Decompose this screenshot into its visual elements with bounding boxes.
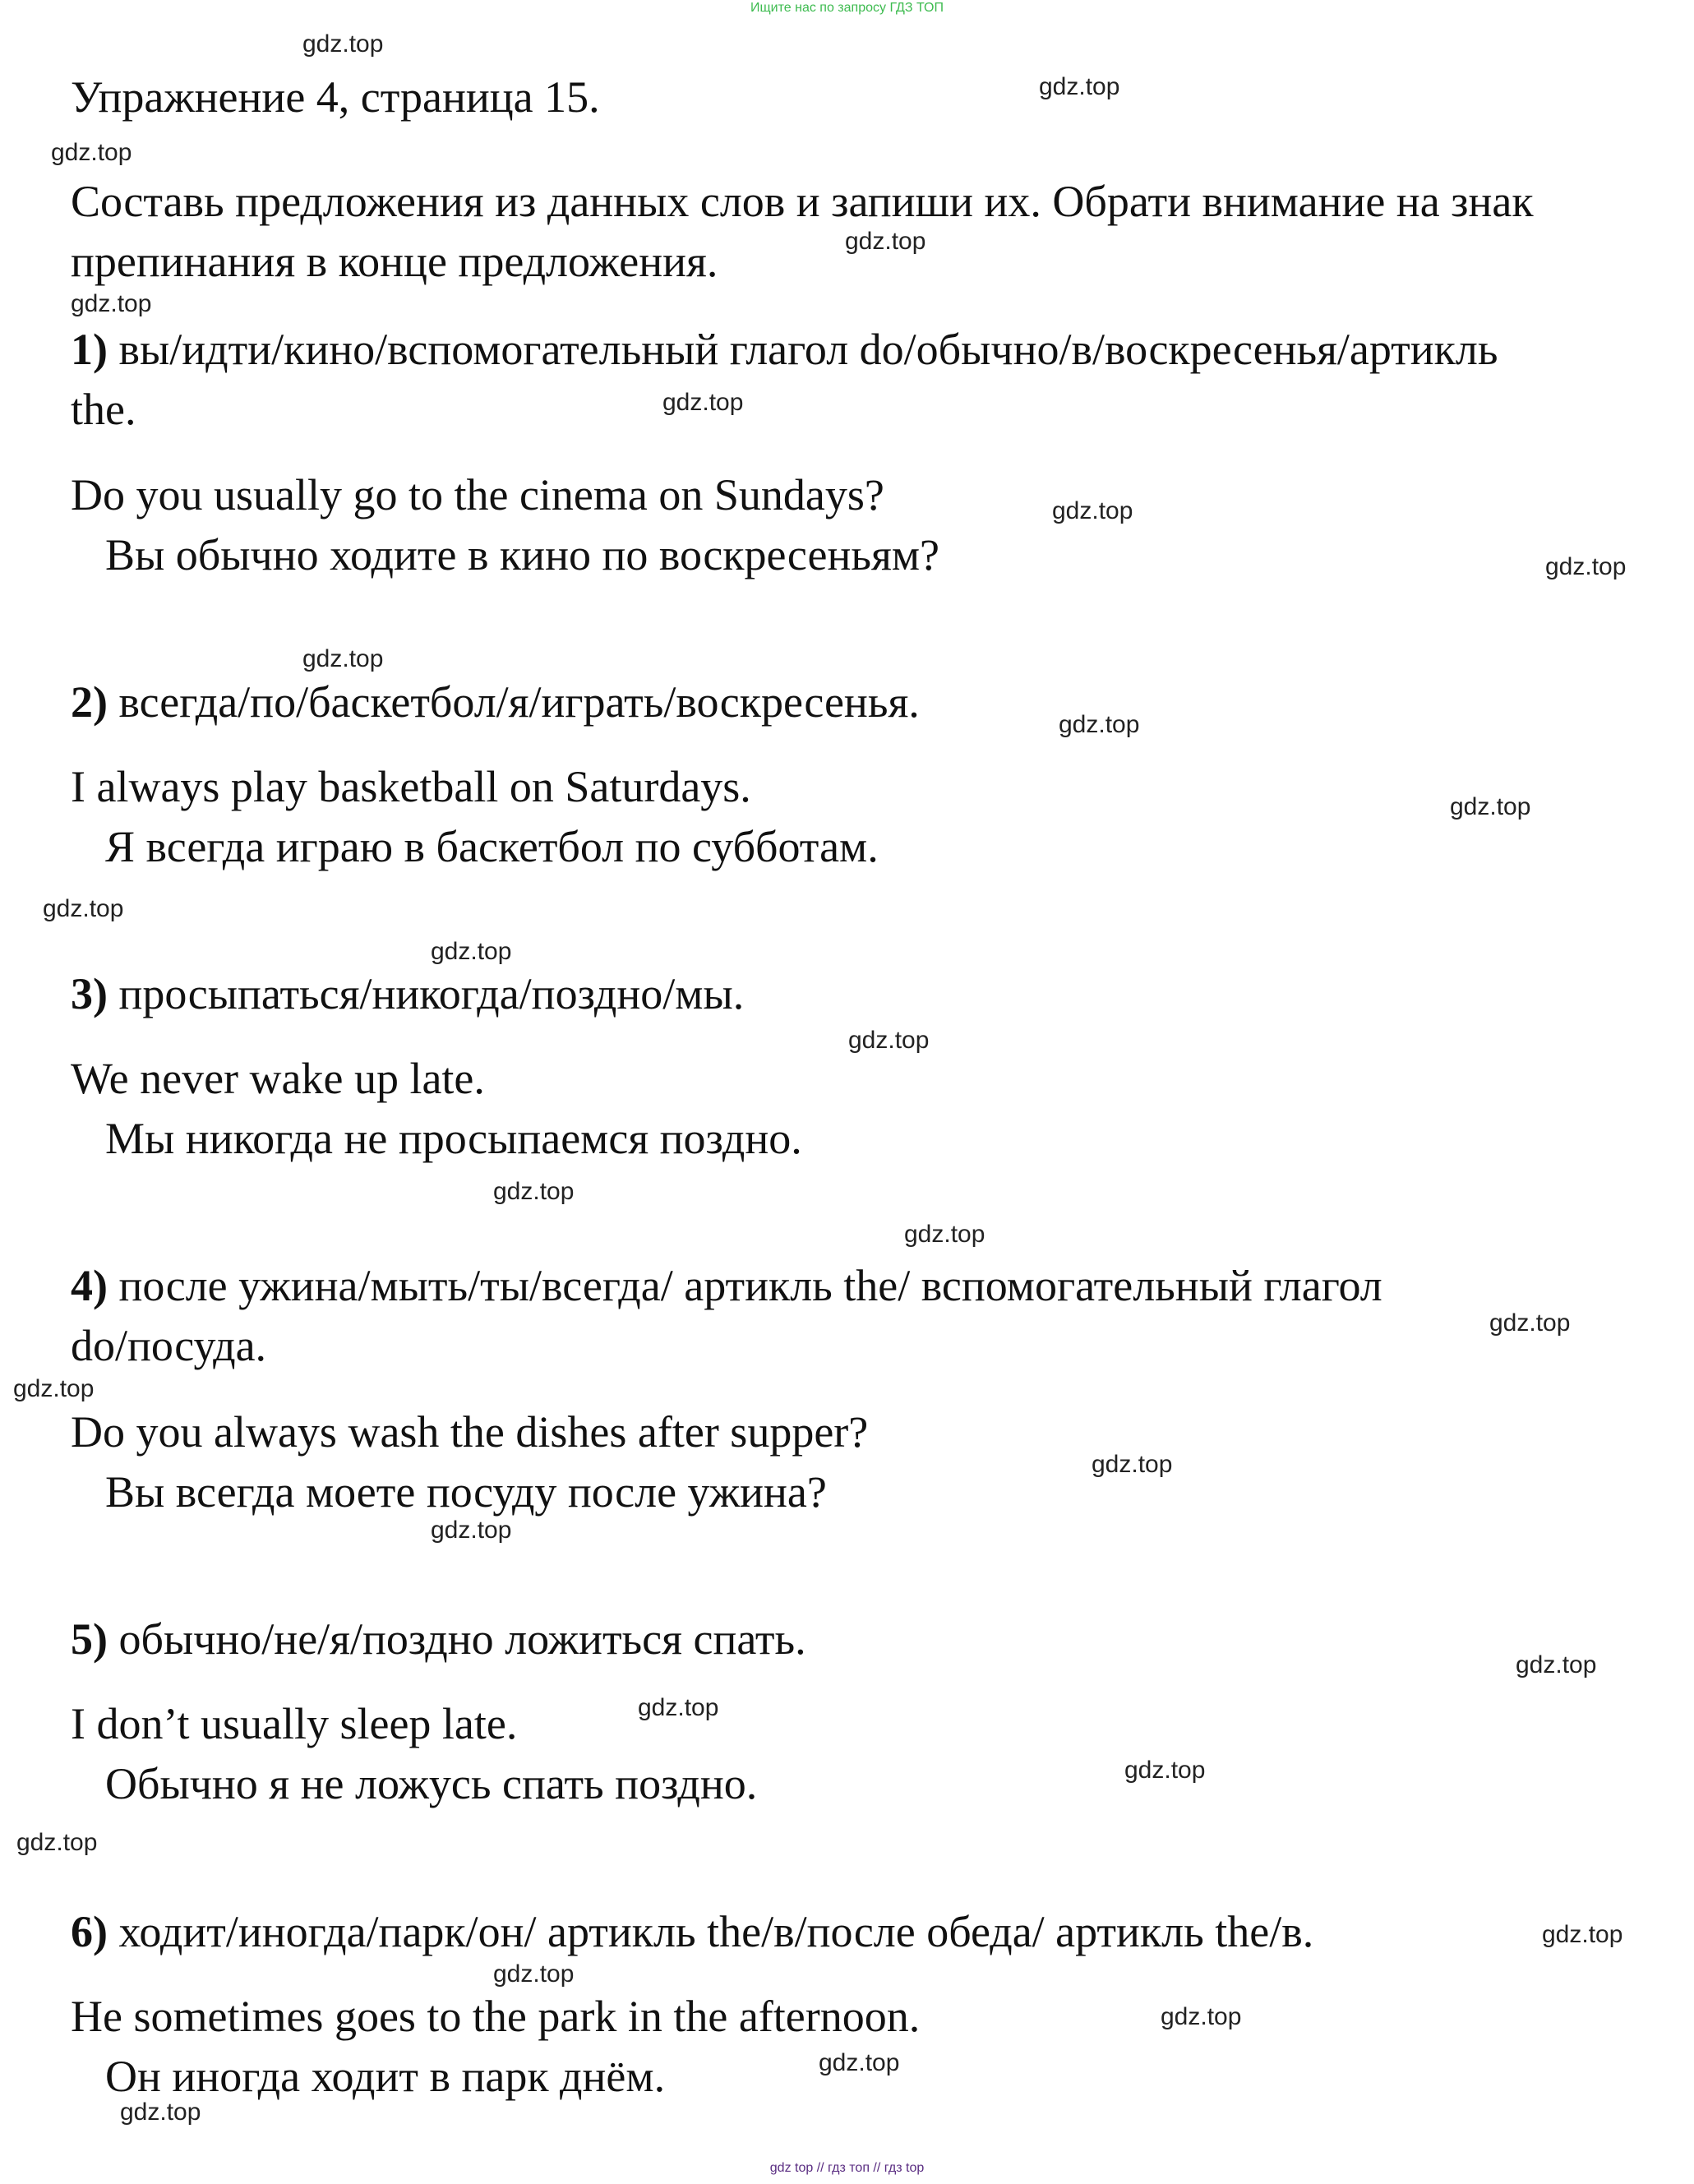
item-4-prompt	[71, 1259, 1382, 1312]
watermark: gdz.top	[431, 1517, 512, 1544]
watermark: gdz.top	[302, 30, 384, 58]
page-title: Упражнение 4, страница 15.	[71, 72, 600, 122]
item-1-prompt	[71, 323, 1498, 376]
item-3-prompt-text: просыпаться/никогда/поздно/мы.	[107, 969, 745, 1018]
item-1-number: 1)	[71, 325, 108, 374]
item-2-prompt	[71, 676, 920, 728]
item-5-russian: Обычно я не ложусь спать поздно.	[105, 1759, 758, 1808]
item-4-prompt-text: после ужина/мыть/ты/всегда/ артикль the/ вспомогательный глагол	[107, 1261, 1382, 1310]
item-3-prompt	[71, 967, 744, 1020]
item-4-russian: Вы всегда моете посуду после ужина?	[105, 1467, 827, 1517]
item-1-prompt-continued: the.	[71, 385, 136, 434]
item-3-english: We never wake up late.	[71, 1054, 485, 1103]
watermark: gdz.top	[1516, 1651, 1597, 1678]
item-1-prompt-text: вы/идти/кино/вспомогательный глагол do/обычно/в/воскресенья/артикль	[107, 325, 1498, 374]
watermark: gdz.top	[302, 645, 384, 672]
watermark: gdz.top	[1545, 553, 1627, 580]
watermark: gdz.top	[1450, 793, 1531, 820]
top-banner: Ищите нас по запросу ГДЗ ТОП	[750, 1, 944, 15]
watermark: gdz.top	[51, 139, 132, 166]
item-4-prompt-continued: do/посуда.	[71, 1321, 267, 1370]
watermark: gdz.top	[848, 1027, 930, 1054]
watermark: gdz.top	[1052, 497, 1133, 524]
watermark: gdz.top	[1489, 1309, 1571, 1337]
watermark: gdz.top	[819, 2049, 900, 2076]
item-6-prompt	[71, 1905, 1313, 1958]
item-3-number: 3)	[71, 969, 108, 1018]
item-6-english: He sometimes goes to the park in the afternoon.	[71, 1992, 921, 2041]
item-4-english: Do you always wash the dishes after supper?	[71, 1407, 869, 1457]
item-2-number: 2)	[71, 677, 108, 727]
item-2-english: I always play basketball on Saturdays.	[71, 762, 751, 811]
item-2-russian: Я всегда играю в баскетбол по субботам.	[105, 822, 879, 871]
item-5-prompt-text: обычно/не/я/поздно ложиться спать.	[107, 1614, 806, 1664]
item-6-prompt-text: ходит/иногда/парк/он/ артикль the/в/после обеда/ артикль the/в.	[107, 1907, 1314, 1956]
item-6-number: 6)	[71, 1907, 108, 1956]
item-1-english: Do you usually go to the cinema on Sundays?	[71, 470, 884, 519]
item-3-russian: Мы никогда не просыпаемся поздно.	[105, 1114, 802, 1163]
watermark: gdz.top	[1124, 1757, 1206, 1784]
footer: gdz top // гдз топ // гдз top	[769, 2161, 925, 2175]
watermark: gdz.top	[71, 290, 152, 317]
item-6-russian: Он иногда ходит в парк днём.	[105, 2052, 666, 2101]
watermark: gdz.top	[845, 228, 926, 255]
watermark: gdz.top	[13, 1375, 95, 1402]
watermark: gdz.top	[16, 1829, 98, 1856]
watermark: gdz.top	[493, 1960, 575, 1988]
watermark: gdz.top	[1542, 1921, 1623, 1948]
watermark: gdz.top	[1059, 711, 1140, 738]
item-5-english: I don’t usually sleep late.	[71, 1699, 518, 1748]
item-1-russian: Вы обычно ходите в кино по воскресеньям?	[105, 530, 939, 579]
watermark: gdz.top	[120, 2099, 201, 2126]
item-4-number: 4)	[71, 1261, 108, 1310]
watermark: gdz.top	[493, 1178, 575, 1205]
item-5-prompt	[71, 1613, 806, 1665]
instruction-line-2: препинания в конце предложения.	[71, 237, 718, 286]
watermark: gdz.top	[43, 895, 124, 922]
watermark: gdz.top	[638, 1694, 719, 1721]
watermark: gdz.top	[662, 389, 744, 416]
instruction-line-1: Составь предложения из данных слов и запиши их. Обрати внимание на знак	[71, 177, 1534, 226]
watermark: gdz.top	[1092, 1451, 1173, 1478]
item-5-number: 5)	[71, 1614, 108, 1664]
watermark: gdz.top	[1161, 2003, 1242, 2030]
watermark: gdz.top	[431, 938, 512, 965]
item-2-prompt-text: всегда/по/баскетбол/я/играть/воскресенья.	[107, 677, 920, 727]
watermark: gdz.top	[904, 1221, 985, 1248]
watermark: gdz.top	[1039, 73, 1120, 100]
